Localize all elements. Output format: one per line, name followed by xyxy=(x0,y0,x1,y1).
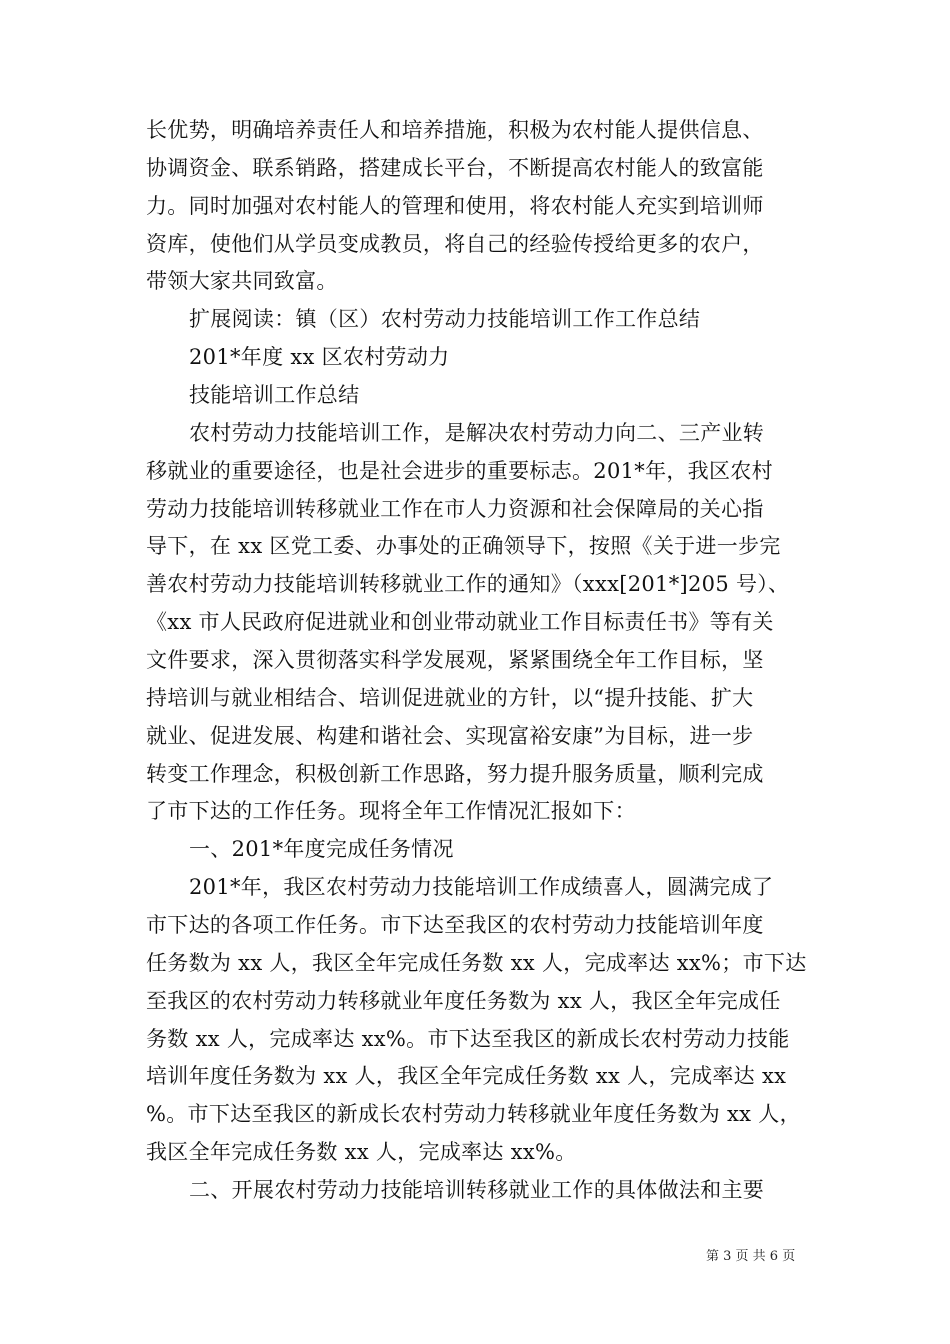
text-line: 市下达的各项工作任务。市下达至我区的农村劳动力技能培训年度 xyxy=(146,913,764,937)
text-line: 《xx 市人民政府促进就业和创业带动就业工作目标责任书》等有关 xyxy=(146,610,774,635)
text-line: 资库，使他们从学员变成教员，将自己的经验传授给更多的农户， xyxy=(146,231,764,256)
text-line: 移就业的重要途径，也是社会进步的重要标志。201*年，我区农村 xyxy=(146,458,773,483)
text-line: 带领大家共同致富。 xyxy=(146,269,338,294)
text-line: 文件要求，深入贯彻落实科学发展观，紧紧围绕全年工作目标，坚 xyxy=(146,648,764,672)
section-heading-2: 二、开展农村劳动力技能培训转移就业工作的具体做法和主要 xyxy=(189,1178,765,1202)
text-line: 力。同时加强对农村能人的管理和使用，将农村能人充实到培训师 xyxy=(146,193,764,218)
text-line: 任务数为 xx 人，我区全年完成任务数 xx 人，完成率达 xx%；市下达 xyxy=(146,950,807,975)
text-line: 农村劳动力技能培训工作，是解决农村劳动力向二、三产业转 xyxy=(189,420,765,445)
text-line: 导下，在 xx 区党工委、办事处的正确领导下，按照《关于进一步完 xyxy=(146,534,781,559)
text-line: %。市下达至我区的新成长农村劳动力转移就业年度任务数为 xx 人， xyxy=(146,1102,801,1127)
text-line: 了市下达的工作任务。现将全年工作情况汇报如下： xyxy=(146,799,636,824)
text-line: 培训年度任务数为 xx 人，我区全年完成任务数 xx 人，完成率达 xx xyxy=(146,1064,787,1089)
text-line: 长优势，明确培养责任人和培养措施，积极为农村能人提供信息、 xyxy=(146,118,764,142)
text-line: 协调资金、联系销路，搭建成长平台，不断提高农村能人的致富能 xyxy=(146,155,764,180)
page-number: 第 3 页 共 6 页 xyxy=(706,1249,796,1264)
text-line: 善农村劳动力技能培训转移就业工作的通知》（xxx[201*]205 号）、 xyxy=(146,572,790,597)
text-line: 转变工作理念，积极创新工作思路，努力提升服务质量，顺利完成 xyxy=(146,761,764,786)
text-line: 持培训与就业相结合、培训促进就业的方针，以“提升技能、扩大 xyxy=(146,685,754,710)
text-line: 201*年，我区农村劳动力技能培训工作成绩喜人，圆满完成了 xyxy=(189,875,774,900)
text-line: 劳动力技能培训转移就业工作在市人力资源和社会保障局的关心指 xyxy=(146,496,764,521)
text-line: 我区全年完成任务数 xx 人，完成率达 xx%。 xyxy=(146,1140,577,1165)
text-line: 至我区的农村劳动力转移就业年度任务数为 xx 人，我区全年完成任 xyxy=(146,988,781,1013)
text-line: 就业、促进发展、构建和谐社会、实现富裕安康”为目标，进一步 xyxy=(146,723,754,748)
report-title-line-2: 技能培训工作总结 xyxy=(189,383,360,407)
report-title-line-1: 201*年度 xx 区农村劳动力 xyxy=(189,345,450,370)
section-heading-1: 一、201*年度完成任务情况 xyxy=(189,837,454,862)
text-line: 务数 xx 人，完成率达 xx%。市下达至我区的新成长农村劳动力技能 xyxy=(146,1026,790,1051)
extended-reading-heading: 扩展阅读：镇（区）农村劳动力技能培训工作工作总结 xyxy=(189,307,701,332)
